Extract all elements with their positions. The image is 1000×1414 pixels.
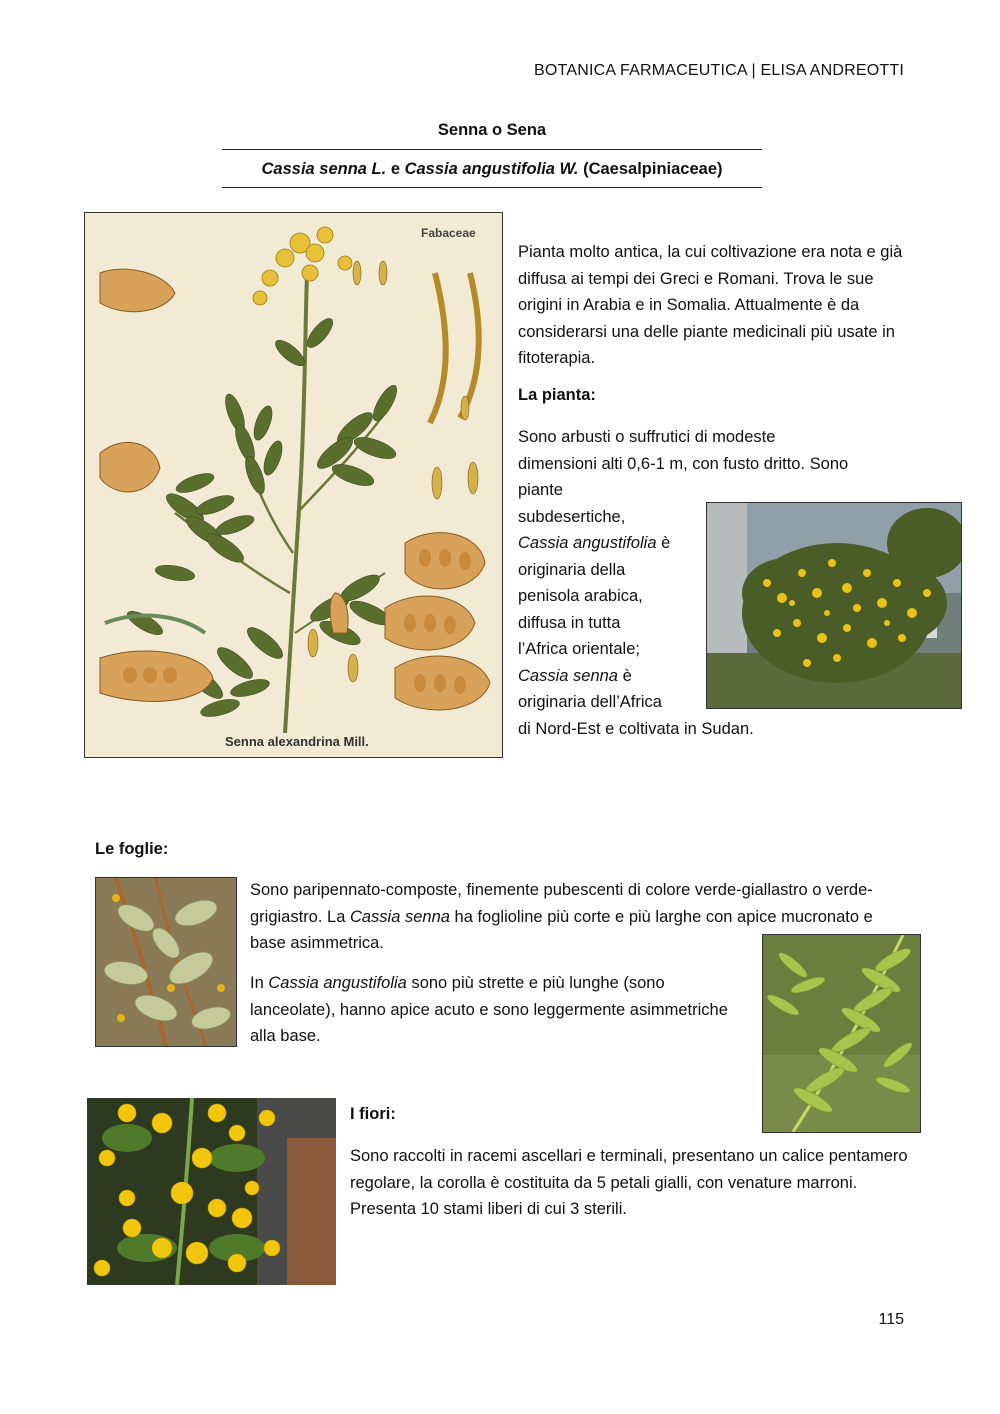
subtitle-species-1: Cassia senna L. [261, 160, 387, 178]
pianta-line: originaria della [518, 560, 626, 579]
pianta-line: dimensioni alti 0,6-1 m, con fusto dritto. Sono [518, 454, 849, 473]
running-header: BOTANICA FARMACEUTICA | ELISA ANDREOTTI [534, 62, 904, 79]
pianta-text: è [617, 666, 632, 685]
pianta-line: Sono arbusti o suffrutici di modeste [518, 428, 776, 446]
species-name: Cassia angustifolia [518, 534, 657, 552]
subtitle-family: (Caesalpiniaceae) [578, 160, 723, 178]
foglie-paragraph-2 [250, 970, 735, 1050]
foglie-text: In [250, 974, 269, 992]
section-heading-fiori: I fiori: [350, 1105, 396, 1123]
intro-paragraph: Pianta molto antica, la cui coltivazione era nota e già diffusa ai tempi dei Greci e Romani. Trova le sue origini in Arabia e in Somalia. Attualmente è da considerarsi una delle piante medicinali più usate in fitoterapia. [518, 243, 903, 367]
flowers-photo [87, 1098, 336, 1285]
fiori-text-block [350, 1143, 910, 1223]
section-heading-foglie: Le foglie: [95, 840, 169, 858]
pianta-line: subdesertiche, [518, 507, 626, 526]
pianta-line: di Nord-Est e coltivata in Sudan. [518, 719, 754, 738]
foglie-text: Sono paripennato-composte, finemente pubescenti di colore verde-giallastro o verde-grigiastro. La [250, 881, 873, 926]
fiori-paragraph: Sono raccolti in racemi ascellari e terminali, presentano un calice pentamero regolare, la corolla è costituita da 5 petali gialli, con venature marroni. Presenta 10 stami liberi di cui 3 sterili. [350, 1147, 908, 1218]
page-number: 115 [878, 1311, 904, 1328]
leaves-photo-senna [95, 877, 237, 1047]
pianta-line: diffusa in tutta [518, 613, 621, 632]
species-name: Cassia senna [349, 907, 450, 926]
page-title: Senna o Sena [437, 121, 547, 139]
title-divider-bottom [222, 187, 762, 188]
illustration-caption: Senna alexandrina Mill. [225, 734, 369, 749]
species-name: Cassia angustifolia [268, 974, 407, 992]
foglie-text: sono più strette e più lunghe (sono lanceolate), hanno apice acuto e sono leggermente asimmetriche alla base. [250, 974, 728, 1045]
section-heading-pianta: La pianta: [518, 386, 596, 404]
botanical-illustration [84, 212, 503, 758]
illustration-family-label: Fabaceae [421, 226, 476, 240]
species-name: Cassia senna [518, 666, 618, 685]
shrub-photo [706, 502, 962, 709]
page-subtitle [222, 160, 762, 179]
pianta-line: piante [518, 481, 563, 499]
title-divider-top [222, 149, 762, 150]
subtitle-species-2: Cassia angustifolia W. [404, 160, 579, 178]
pianta-text: è [656, 534, 671, 552]
pianta-line: penisola arabica, [518, 587, 643, 605]
foglie-text: ha foglioline più corte e più larghe con apice mucronato e base asimmetrica. [250, 907, 873, 952]
leaves-photo-angustifolia [762, 934, 921, 1133]
pianta-line: originaria dell’Africa [518, 693, 662, 711]
pianta-line: l’Africa orientale; [518, 640, 640, 658]
subtitle-joiner: e [386, 160, 405, 178]
intro-text-block [518, 239, 918, 372]
